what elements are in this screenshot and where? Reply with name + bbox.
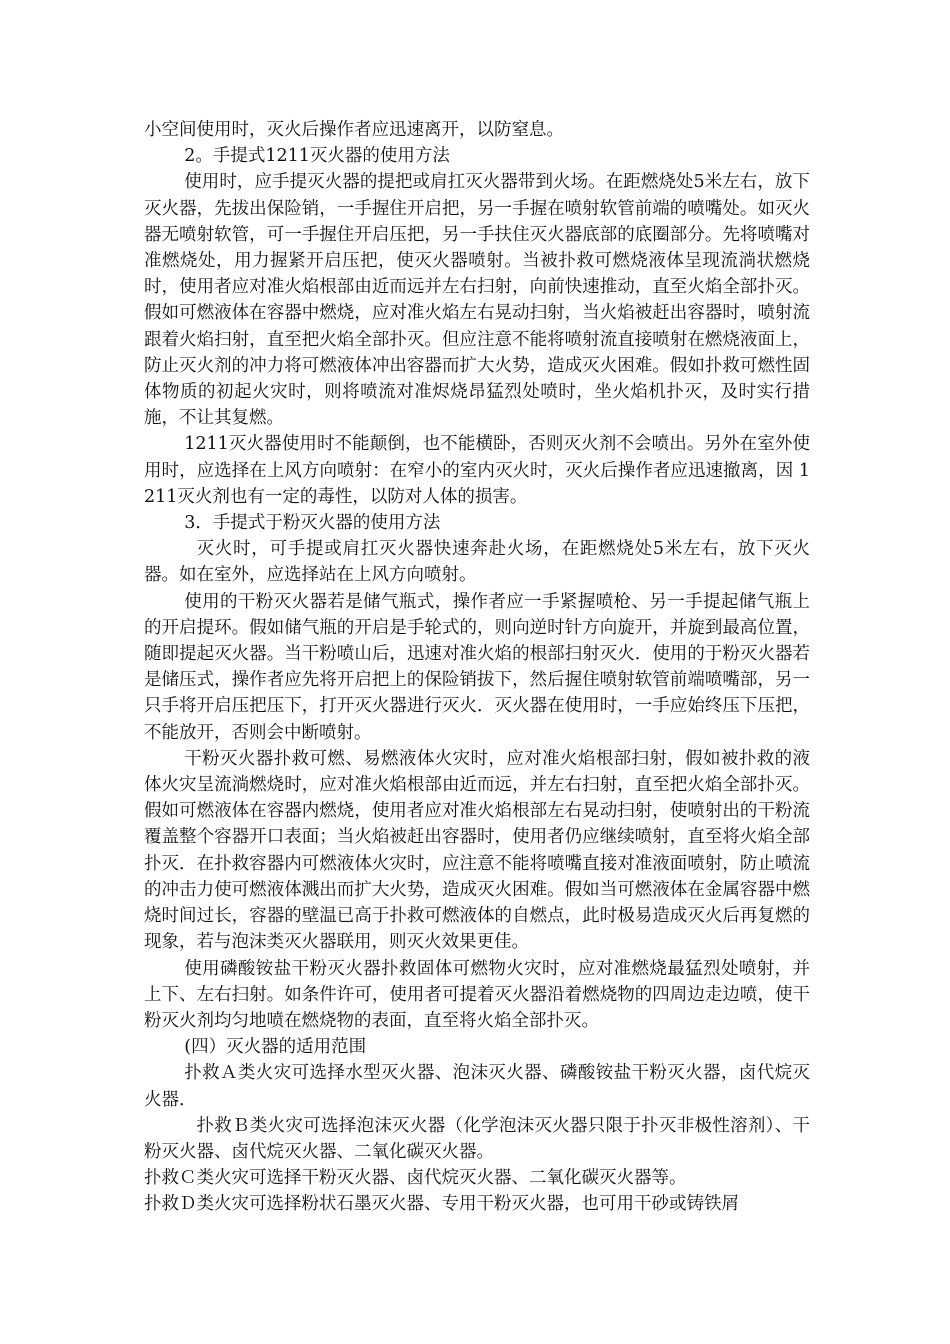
section-heading: 3．手提式于粉灭火器的使用方法 (184, 513, 441, 534)
section-heading: 2。手提式1211灭火器的使用方法 (184, 146, 450, 167)
paragraph: 使用时，应手提灭火器的提把或肩扛灭火器带到火场。在距燃烧处5米左右，放下灭火器，先拔出保险销，一手握住开启把，另一手握在喷射软管前端的喷嘴处。如灭火器无喷射软管，可一手握住开启压把，另一手扶住灭火器底部的底圈部分。先将喷嘴对准燃烧处，用力握紧开启压把，使灭火器喷射。当被扑救可燃烧液体呈现流淌状燃烧时，使用者应对准火焰根部由近而远并左右扫射，向前快速推动，直至火焰全部扑灭。假如可燃液体在容器中燃烧，应对准火焰左右晃动扫射，当火焰被赶出容器时，喷射流跟着火焰扫射，直至把火焰全部扑灭。但应注意不能将喷射流直接喷射在燃烧液面上，防止灭火剂的冲力将可燃液体冲出容器而扩大火势，造成灭火困难。假如扑救可燃性固体物质的初起火灾时，则将喷流对准烬烧昂猛烈处喷时，坐火焰机扑灭，及时实行措施，不让其复燃。 (144, 172, 810, 429)
paragraph: 扑救Ｄ类火灾可选择粉状石墨灭火器、专用干粉灭火器，也可用干砂或铸铁屑 (144, 1194, 739, 1215)
section-heading: (四）灭火器的适用范围 (184, 1037, 367, 1058)
paragraph: 扑救Ｂ类火灾可选择泡沫灭火器（化学泡沫灭火器只限于扑灭非极性溶剂）、干粉灭火器、卤代烷灭火器、二氧化碳灭火器。 (144, 1115, 810, 1162)
paragraph: 1211灭火器使用时不能颠倒，也不能横卧，否则灭火剂不会喷出。另外在室外使用时，应选择在上风方向喷射：在窄小的室内灭火时，灭火后操作者应迅速撤离，因 1211灭火剂也有一定的毒性，以防对人体的损害。 (144, 434, 810, 507)
paragraph: 小空间使用时，灭火后操作者应迅速离开，以防窒息。 (144, 120, 564, 140)
paragraph: 干粉灭火器扑救可燃、易燃液体火灾时，应对准火焰根部扫射，假如被扑救的液体火灾呈流淌燃烧时，应对准火焰根部由近而远，并左右扫射，直至把火焰全部扑灭。假如可燃液体在容器内燃烧，使用者应对准火焰根部左右晃动扫射，使喷射出的干粉流覆盖整个容器开口表面；当火焰被赶出容器时，使用者仍应继续喷射，直至将火焰全部扑灭．在扑救容器内可燃液体火灾时，应注意不能将喷嘴直接对准液面喷射，防止喷流的冲击力使可燃液体溅出而扩大火势，造成灭火困难。假如当可燃液体在金属容器中燃烧时间过长，容器的壁温已高于扑救可燃液体的自燃点，此时极易造成灭火后再复燃的现象，若与泡沫类灭火器联用，则灭火效果更佳。 (144, 748, 810, 953)
paragraph: 扑救Ｃ类火灾可选择干粉灭火器、卤代烷灭火器、二氧化碳灭火器等。 (144, 1168, 687, 1189)
paragraph: 扑救Ａ类火灾可选择水型灭火器、泡沫灭火器、磷酸铵盐干粉灭火器，卤代烷灭火器． (144, 1063, 810, 1110)
paragraph: 使用的干粉灭火器若是储气瓶式，操作者应一手紧握喷枪、另一手提起储气瓶上的开启提环。假如储气瓶的开启是手轮式的，则向逆时针方向旋开，并旋到最高位置，随即提起灭火器。当干粉喷山后，迅速对准火焰的根部扫射灭火．使用的于粉灭火器若是储压式，操作者应先将开启把上的保险销拔下，然后握住喷射软管前端喷嘴部，另一只手将开启压把压下，打开灭火器进行灭火．灭火器在使用时，一手应始终压下压把，不能放开，否则会中断喷射。 (144, 591, 810, 743)
paragraph: 灭火时，可手提或肩扛灭火器快速奔赴火场，在距燃烧处5米左右，放下灭火器。如在室外，应选择站在上风方向喷射。 (144, 539, 810, 586)
document-body (144, 117, 810, 1218)
paragraph: 使用磷酸铵盐干粉灭火器扑救固体可燃物火灾时，应对准燃烧最猛烈处喷射，并上下、左右扫射。如条件许可，使用者可提着灭火器沿着燃烧物的四周边走边喷，使干粉灭火剂均匀地喷在燃烧物的表面，直至将火焰全部扑灭。 (144, 958, 810, 1031)
